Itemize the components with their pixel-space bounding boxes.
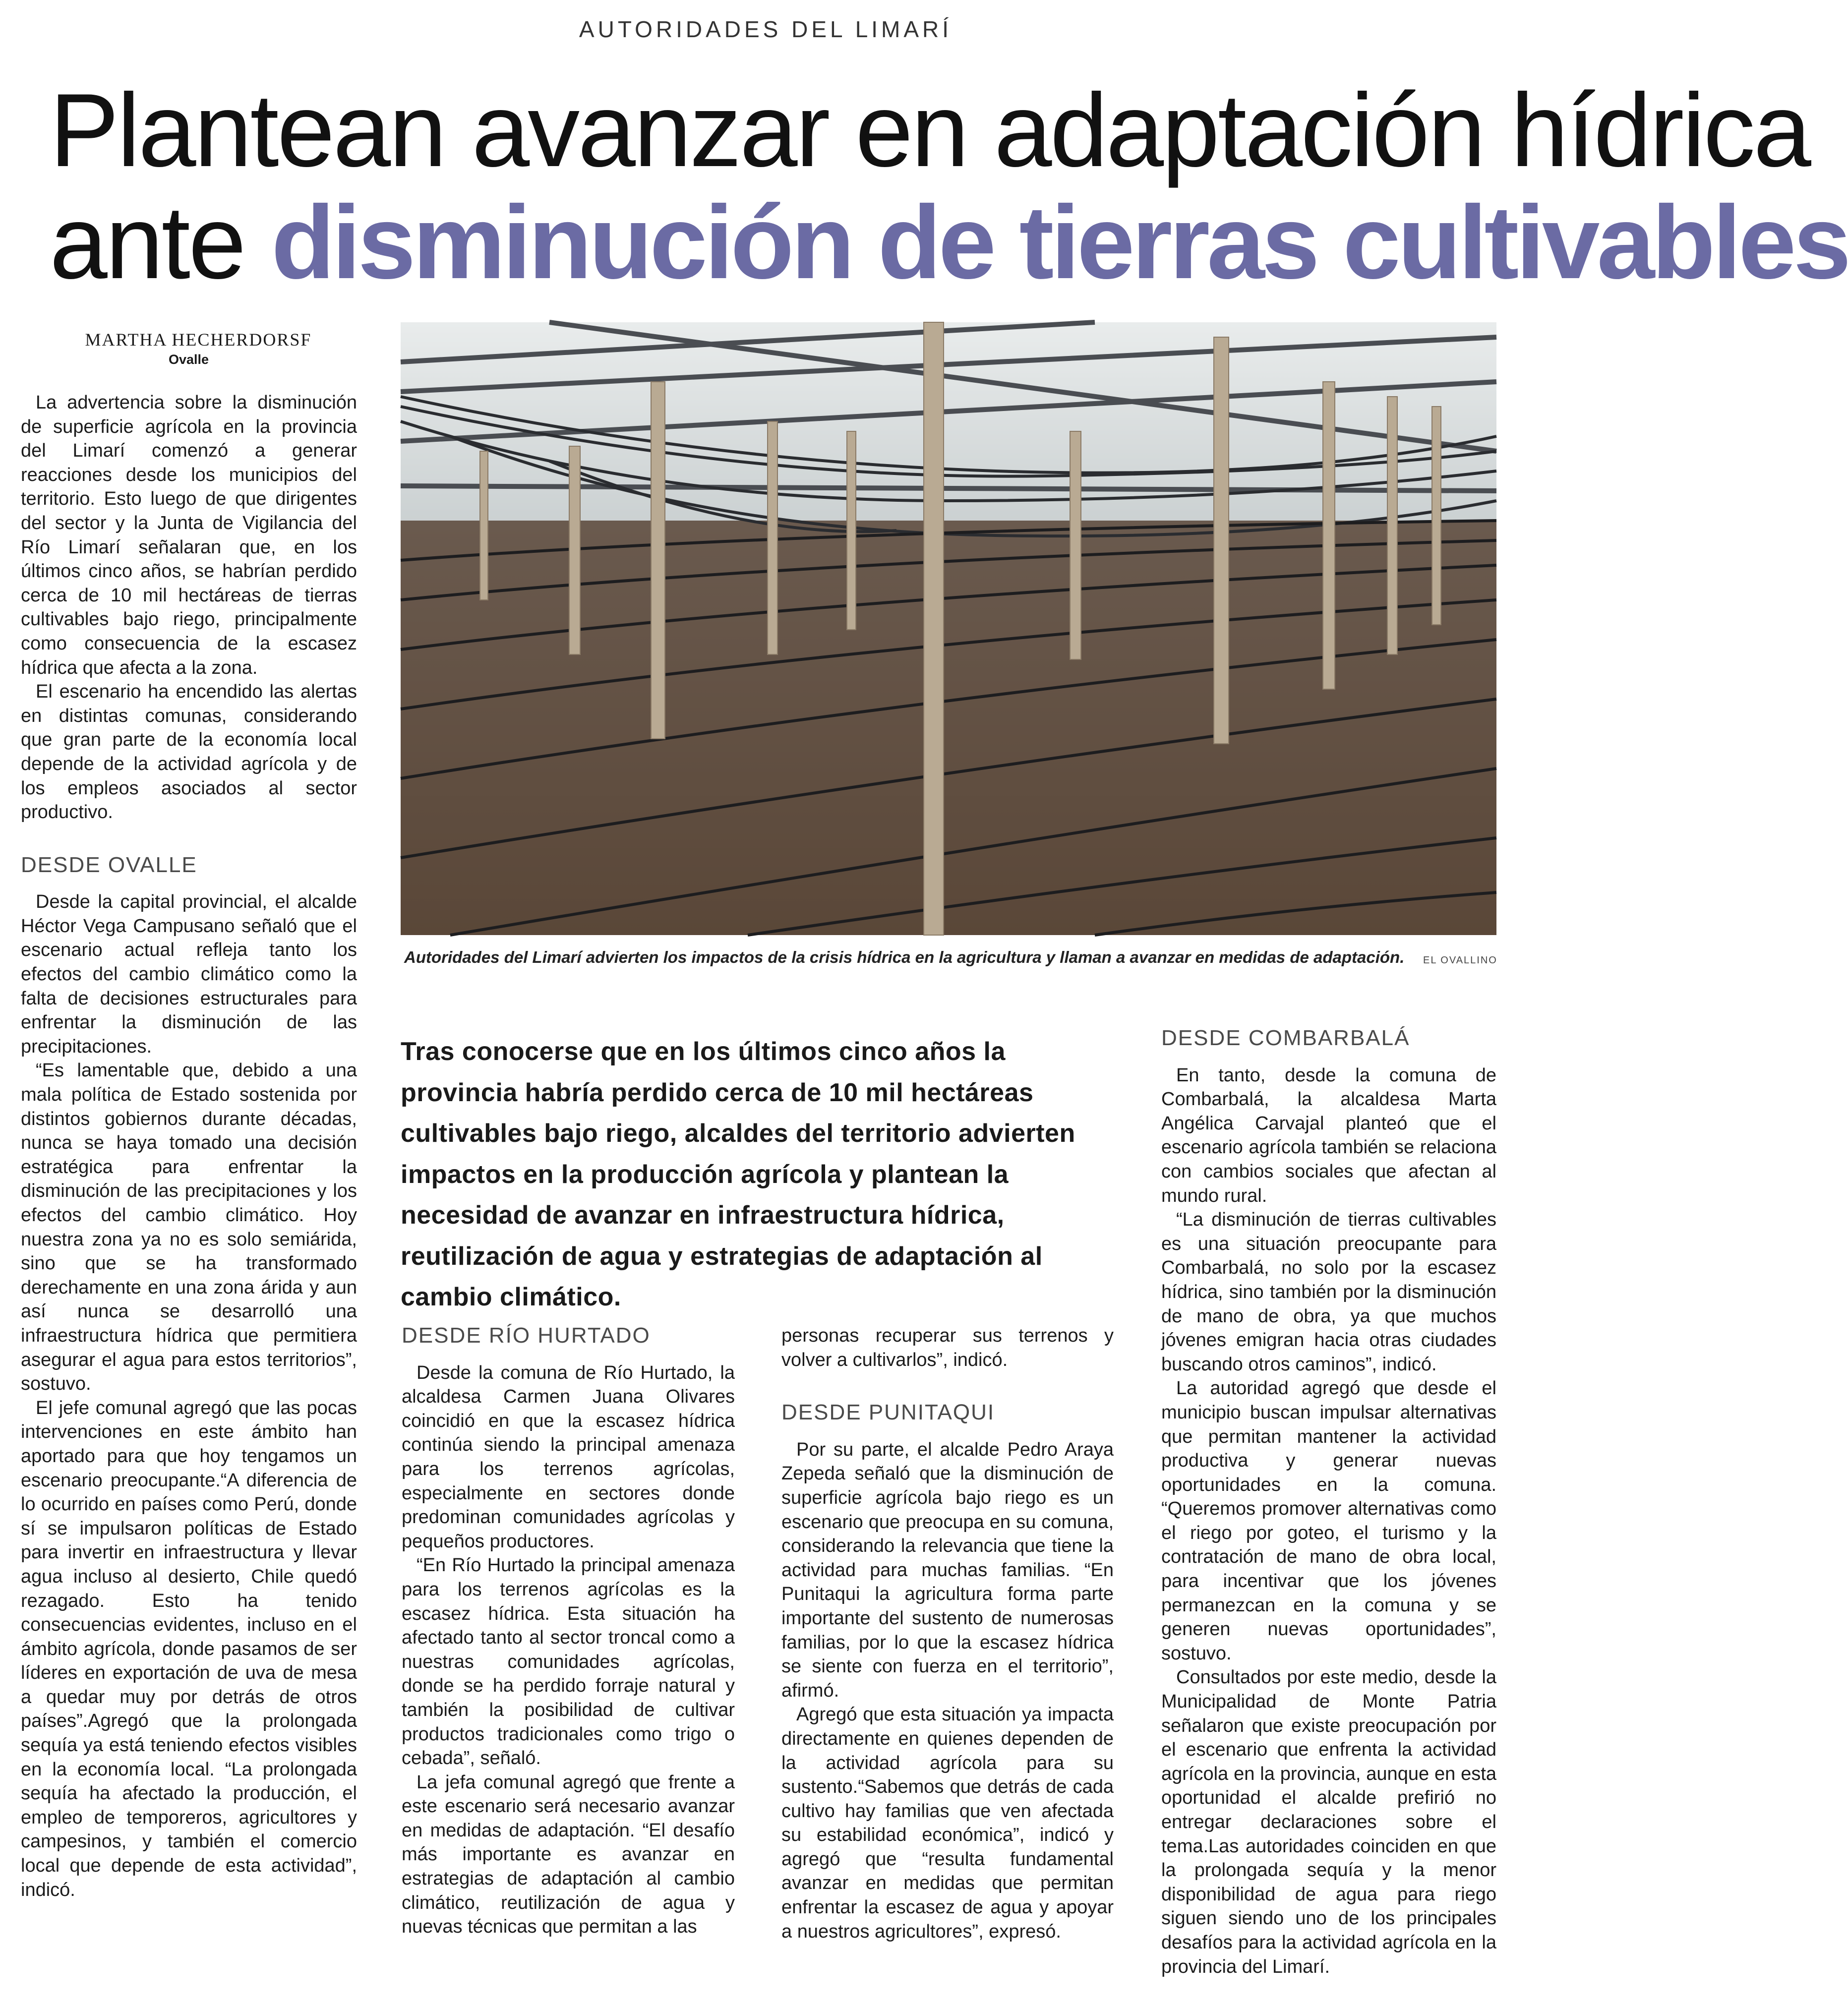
- col1-paragraph-3: Desde la capital provincial, el alcalde Héctor Vega Campusano señaló que el escenario actual refleja tanto los efectos del cambio climático como la falta de decisiones estructurales para enfrentar la disminución de las precipitaciones.: [21, 891, 357, 1057]
- headline-line-1: Plantean avanzar en adaptación hídrica: [50, 72, 1809, 188]
- column-1: [21, 391, 357, 1902]
- section-label: AUTORIDADES DEL LIMARÍ: [579, 16, 953, 42]
- headline-line-2-accent: disminución de tierras cultivables: [271, 184, 1848, 300]
- lead-paragraph: Tras conocerse que en los últimos cinco años la provincia habría perdido cerca de 10 mil hectáreas cultivables bajo riego, alcaldes del territorio advierten impactos en la producción agrícola y plantean la necesidad de avanzar en infraestructura hídrica, reutilización de agua y estrategias de adaptación al cambio climático.: [401, 1037, 1075, 1311]
- headline-line-2-plain: ante: [50, 184, 272, 300]
- photo-caption: Autoridades del Limarí advierten los impactos de la crisis hídrica en la agricultura y llaman a avanzar en medidas de adaptación.: [404, 948, 1405, 966]
- photo-credit: EL OVALLINO: [1423, 955, 1497, 966]
- column-3: [781, 1324, 1114, 1944]
- col3-paragraph-2: Agregó que esta situación ya impacta directamente en quienes dependen de la actividad agrícola para su sustento.“Sabemos que detrás de cada cultivo hay familias que ven afectada su estabilidad económica”, indicó y agregó que “resulta fundamental avanzar en medidas que permitan enfrentar la escasez de agua y apoyar a nuestros agricultores”, expresó.: [781, 1704, 1114, 1942]
- column-2: [402, 1324, 735, 1939]
- col4-subheading: DESDE COMBARBALÁ: [1161, 1026, 1410, 1050]
- col2-paragraph-3: La jefa comunal agregó que frente a este escenario será necesario avanzar en medidas de adaptación. “El desafío más importante es avanzar en estrategias de adaptación al cambio climático, reutilización de agua y nuevas técnicas que permitan a las: [402, 1771, 735, 1938]
- col3-continuation: personas recuperar sus terrenos y volver a cultivarlos”, indicó.: [781, 1325, 1114, 1370]
- col1-paragraph-1: La advertencia sobre la disminución de superficie agrícola en la provincia del Limarí comenzó a generar reacciones desde los municipios del territorio. Esto luego de que dirigentes del sector y la Junta de Vigilancia del Río Limarí señalaran que, en los últimos cinco años, se habrían perdido cerca de 10 mil hectáreas de tierras cultivables bajo riego, principalmente como consecuencia de la escasez hídrica que afecta a la zona.: [21, 392, 357, 678]
- col3-paragraph-1: Por su parte, el alcalde Pedro Araya Zepeda señaló que la disminución de superficie agrícola bajo riego es un escenario que preocupa en su comuna, considerando la relevancia que tiene la actividad para muchas familias. “En Punitaqui la agricultura forma parte importante del sustento de numerosas familias, por lo que la escasez hídrica se siente con fuerza en el territorio”, afirmó.: [781, 1439, 1114, 1701]
- col4-paragraph-3: La autoridad agregó que desde el municipio buscan impulsar alternativas que permitan mantener la actividad productiva y generar nuevas oportunidades en la comuna. “Queremos promover alternativas como el riego por goteo, el turismo y la contratación de mano de obra local, para incentivar que los jóvenes permanezcan en la comuna y se generen nuevas oportunidades”, sostuvo.: [1161, 1378, 1496, 1664]
- col3-subheading: DESDE PUNITAQUI: [781, 1400, 995, 1425]
- article-photo: [401, 322, 1496, 935]
- byline-author: MARTHA HECHERDORSF: [85, 330, 312, 350]
- greenhouse-illustration: [401, 322, 1496, 935]
- col4-paragraph-1: En tanto, desde la comuna de Combarbalá, la alcaldesa Marta Angélica Carvajal planteó que el escenario agrícola también se relaciona con cambios sociales que afectan al mundo rural.: [1161, 1064, 1496, 1206]
- col2-paragraph-1: Desde la comuna de Río Hurtado, la alcaldesa Carmen Juana Olivares coincidió en que la escasez hídrica continúa siendo la principal amenaza para los terrenos agrícolas, especialmente en sectores donde predominan comunidades agrícolas y pequeños productores.: [402, 1362, 735, 1552]
- col4-paragraph-2: “La disminución de tierras cultivables es una situación preocupante para Combarbalá, no solo por la escasez hídrica, sino también por la disminución de mano de obra, ya que muchos jóvenes emigran hacia otras ciudades buscando otros caminos”, indicó.: [1161, 1209, 1496, 1375]
- col1-subheading: DESDE OVALLE: [21, 852, 197, 877]
- col4-paragraph-4: Consultados por este medio, desde la Municipalidad de Monte Patria señalaron que existe preocupación por el escenario que enfrenta la actividad agrícola en la provincia, aunque en esta oportunidad el alcalde prefirió no entregar declaraciones sobre el tema.Las autoridades coinciden en que la prolongada sequía y la menor disponibilidad de agua para riego siguen siendo uno de los principales desafíos para la actividad agrícola en la provincia del Limarí.: [1161, 1667, 1496, 1977]
- col2-paragraph-2: “En Río Hurtado la principal amenaza para los terrenos agrícolas es la escasez hídrica. Esta situación ha afectado tanto al sector troncal como a nuestras comunidades agrícolas, donde se ha perdido forraje natural y también la posibilidad de cultivar productos tradicionales como trigo o cebada”, señaló.: [402, 1555, 735, 1769]
- col1-paragraph-2: El escenario ha encendido las alertas en distintas comunas, considerando que gran parte de la economía local depende de la actividad agrícola y de los empleos asociados al sector productivo.: [21, 681, 357, 823]
- headline-line-2: [50, 184, 1848, 300]
- col1-paragraph-4: “Es lamentable que, debido a una mala política de Estado sostenida por distintos gobiernos durante décadas, nunca se haya tomado una decisión estratégica para enfrentar la disminución de las precipitaciones y los efectos del cambio climático. Hoy nuestra zona ya no es solo semiárida, sino que se ha transformado derechamente en una zona árida y aun así nunca se desarrolló una infraestructura hídrica que permitiera asegurar el agua para estos territorios”, sostuvo.: [21, 1060, 357, 1395]
- col2-subheading: DESDE RÍO HURTADO: [402, 1323, 651, 1348]
- byline-location: Ovalle: [169, 352, 209, 367]
- col1-paragraph-5: El jefe comunal agregó que las pocas intervenciones en este ámbito han aportado para que hoy tengamos un escenario preocupante.“A diferencia de lo ocurrido en países como Perú, donde sí se impulsaron políticas de Estado para invertir en infraestructura y llevar agua incluso al desierto, Chile quedó rezagado. Esto ha tenido consecuencias evidentes, incluso en el ámbito agrícola, donde pasamos de ser líderes en exportación de uva de mesa a quedar muy por detrás de otros países”.Agregó que la prolongada sequía ya está teniendo efectos visibles en la economía local. “La prolongada sequía ha afectado la producción, el empleo de temporeros, agricultores y campesinos, y también el comercio local que depende de esta actividad”, indicó.: [21, 1397, 357, 1900]
- column-4: [1161, 1026, 1496, 1979]
